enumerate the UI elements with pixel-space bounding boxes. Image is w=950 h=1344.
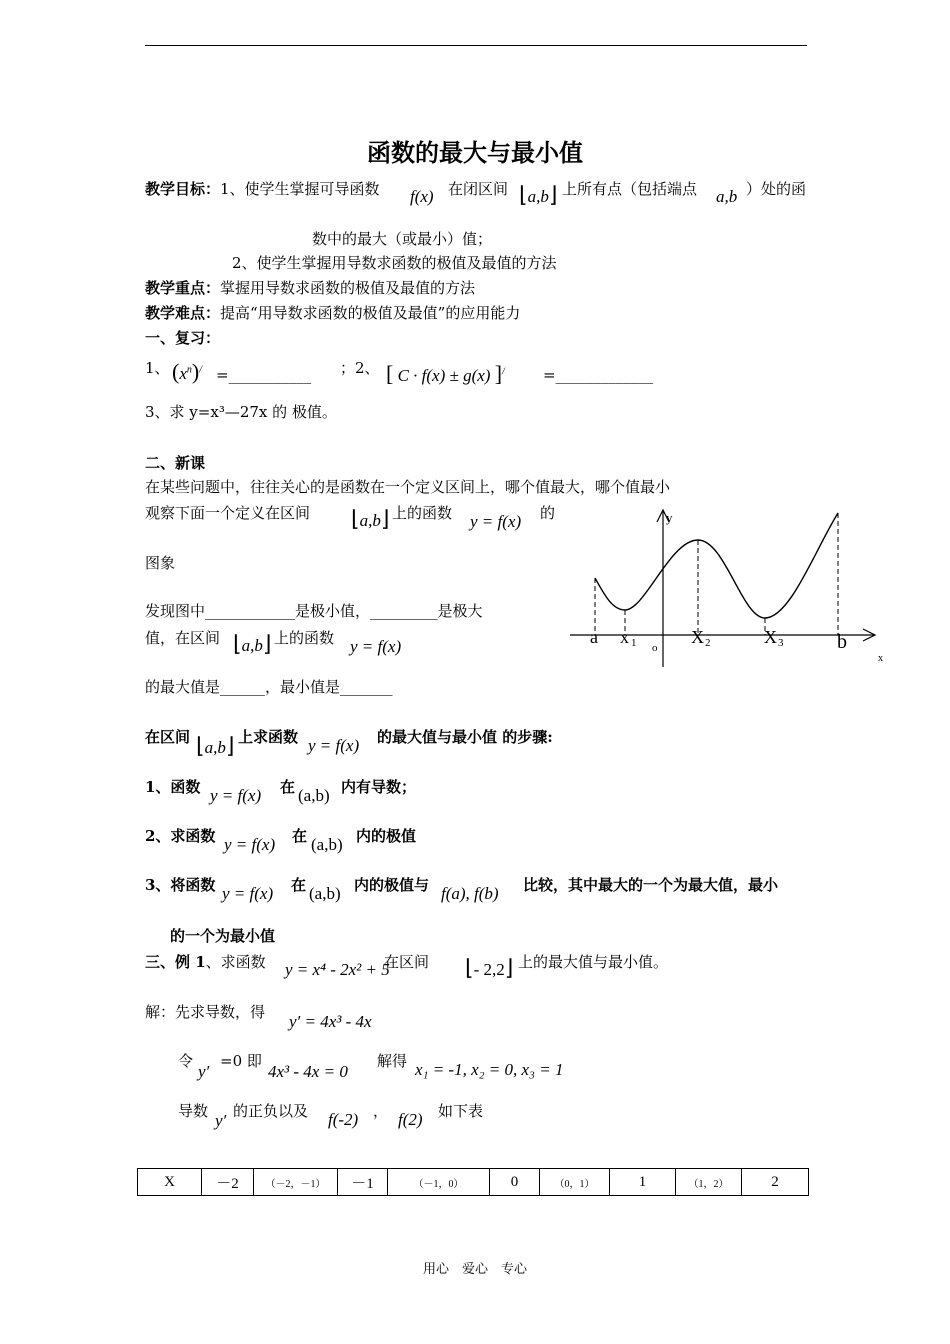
table-cell: －2 [202, 1169, 254, 1196]
steps-heading-fn: y = f(x) [308, 736, 360, 755]
step-3-interval: (a,b) [309, 884, 341, 903]
steps-heading-b: 上求函数 [238, 728, 299, 746]
solution-derivative: y′ = 4x³ - 4x [289, 1012, 372, 1031]
observe-text-b: 上的函数 [392, 504, 453, 522]
label-x1: x [620, 627, 629, 647]
objectives-label: 教学目标： [145, 180, 221, 198]
find-function: y = f(x) [350, 637, 402, 656]
step-3-b: 在 [291, 876, 307, 894]
review-q1-blank: =___________ [216, 366, 312, 384]
step-2-interval: (a,b) [311, 835, 343, 854]
review-q2-expr: [ C · f(x) ± g(x) ]/ [386, 361, 505, 386]
steps-heading-c: 的最大值与最小值 的步骤: [377, 728, 553, 746]
step-2-c: 内的极值 [356, 827, 417, 845]
x-label: x [878, 653, 883, 664]
solution-line2-eq: 4x³ - 4x = 0 [268, 1062, 348, 1081]
step-2-a: 2、求函数 [145, 827, 216, 845]
table-cell: 1 [610, 1169, 676, 1196]
review-q2-blank: =_____________ [543, 366, 654, 384]
table-cell: （－2，－1） [254, 1169, 338, 1196]
solution-line3-b: 的正负以及 [233, 1102, 309, 1120]
step-3-a: 3、将函数 [145, 876, 216, 894]
observe-text-d: 图象 [145, 554, 176, 572]
find-text-a: 发现图中____________是极小值，_________是极大 [145, 602, 483, 620]
solution-line3-f2: f(2) [398, 1110, 423, 1129]
label-x3: X [764, 627, 777, 647]
objective-text: 1、使学生掌握可导函数 [220, 180, 380, 198]
step-3-d: 比较，其中最大的一个为最大值，最小 [523, 876, 779, 894]
example-line-a: 三、例 1、求函数 [145, 953, 266, 971]
solution-line3-f1: f(-2) [328, 1110, 359, 1129]
solution-line3-d: 如下表 [438, 1102, 484, 1120]
observe-text-c: 的 [540, 504, 556, 522]
label-x2-sub: 2 [705, 637, 711, 649]
observe-text-a: 观察下面一个定义在区间 [145, 504, 311, 522]
label-b: b [837, 631, 847, 653]
header-rule [145, 45, 807, 46]
solution-line3-y: y′ [215, 1111, 227, 1130]
find-text-d: 的最大值是______，最小值是_______ [145, 678, 393, 696]
difficulty: 教学难点：提高“用导数求函数的极值及最值”的应用能力 [145, 304, 521, 322]
table-cell: 0 [490, 1169, 540, 1196]
label-x2: X [691, 627, 704, 647]
table-cell: （1，2） [676, 1169, 742, 1196]
step-2-b: 在 [292, 827, 308, 845]
solution-line3-c: ， [373, 1102, 389, 1120]
y-label: y [666, 510, 673, 525]
solution-line2-roots: x₁ = -1, x₂ = 0, x₃ = 1 [415, 1060, 564, 1079]
find-text-c: 上的函数 [274, 629, 335, 647]
example-function: y = x⁴ - 2x² + 5 [285, 960, 390, 979]
find-text-b: 值，在区间 [145, 629, 221, 647]
label-x3-sub: 3 [778, 637, 784, 649]
objective-text-d: ）处的函 [746, 180, 807, 198]
solution-line3-a: 导数 [178, 1102, 209, 1120]
solution-line2-y: y′ [198, 1062, 210, 1081]
new-lesson-heading: 二、新课 [145, 454, 206, 472]
step-1-c: 内有导数； [341, 778, 417, 796]
origin-label: o [652, 642, 658, 654]
review-heading: 一、复习： [145, 329, 221, 347]
page-title: 函数的最大与最小值 [367, 138, 583, 167]
table-row [138, 1169, 809, 1196]
label-a: a [590, 627, 598, 647]
objective-text-c: 上所有点（包括端点 [562, 180, 698, 198]
objective-line-1 [145, 178, 380, 199]
find-interval: ⌊a,b⌋ [233, 631, 272, 656]
table-cell: （0，1） [540, 1169, 610, 1196]
label-x1-sub: 1 [631, 637, 637, 649]
endpoints-ab: a,b [716, 187, 738, 206]
objective-continuation: 数中的最大（或最小）值； [312, 230, 493, 248]
table-cell: X [138, 1169, 202, 1196]
page-footer: 用心 爱心 专心 [422, 1262, 527, 1277]
objective-item-2: 2、使学生掌握用导数求函数的极值及最值的方法 [232, 254, 557, 272]
solution-text-a: 解：先求导数，得 [145, 1003, 266, 1021]
review-q1-expr: $(x^n)^/$ [172, 359, 202, 384]
example-text-c: 上的最大值与最小值。 [518, 953, 669, 971]
step-1-interval: (a,b) [298, 786, 330, 805]
step-1-a: 1、函数 [145, 778, 201, 796]
function-graph [560, 500, 890, 675]
steps-heading-a: 在区间 [145, 728, 191, 746]
review-q3: 3、求 y=x³—27x 的 极值。 [145, 403, 337, 421]
key-point: 教学重点：掌握用导数求函数的极值及最值的方法 [145, 279, 476, 297]
observe-interval: ⌊a,b⌋ [351, 506, 390, 531]
value-table [137, 1168, 809, 1196]
solution-line2-a: 令 [178, 1052, 194, 1070]
solution-line2-c: 解得 [377, 1052, 408, 1070]
step-1-fn: y = f(x) [210, 786, 262, 805]
objective-text-b: 在闭区间 [448, 180, 509, 198]
function-curve [595, 513, 838, 618]
step-2-fn: y = f(x) [224, 835, 276, 854]
table-cell: －1 [338, 1169, 388, 1196]
new-lesson-intro: 在某些问题中，往往关心的是函数在一个定义区间上，哪个值最大，哪个值最小 [145, 478, 671, 496]
step-1-b: 在 [280, 778, 296, 796]
step-3-fn: y = f(x) [222, 884, 274, 903]
table-cell: 2 [742, 1169, 809, 1196]
solution-line2-b: =0 即 [220, 1052, 262, 1070]
table-cell: （－1，0） [388, 1169, 490, 1196]
formula-fx: f(x) [410, 187, 434, 206]
example-text-b: 在区间 [384, 953, 430, 971]
review-q1-num: 1、 [145, 359, 170, 377]
observe-function: y = f(x) [470, 512, 522, 531]
review-sep: ；2、 [340, 359, 380, 377]
steps-heading-interval: ⌊a,b⌋ [196, 733, 235, 758]
step-3-c: 内的极值与 [354, 876, 430, 894]
interval-ab: ⌊a,b⌋ [519, 182, 558, 207]
step-3-e: 的一个为最小值 [170, 927, 276, 945]
example-interval: ⌊- 2,2⌋ [465, 955, 514, 980]
step-3-values: f(a), f(b) [441, 884, 499, 903]
